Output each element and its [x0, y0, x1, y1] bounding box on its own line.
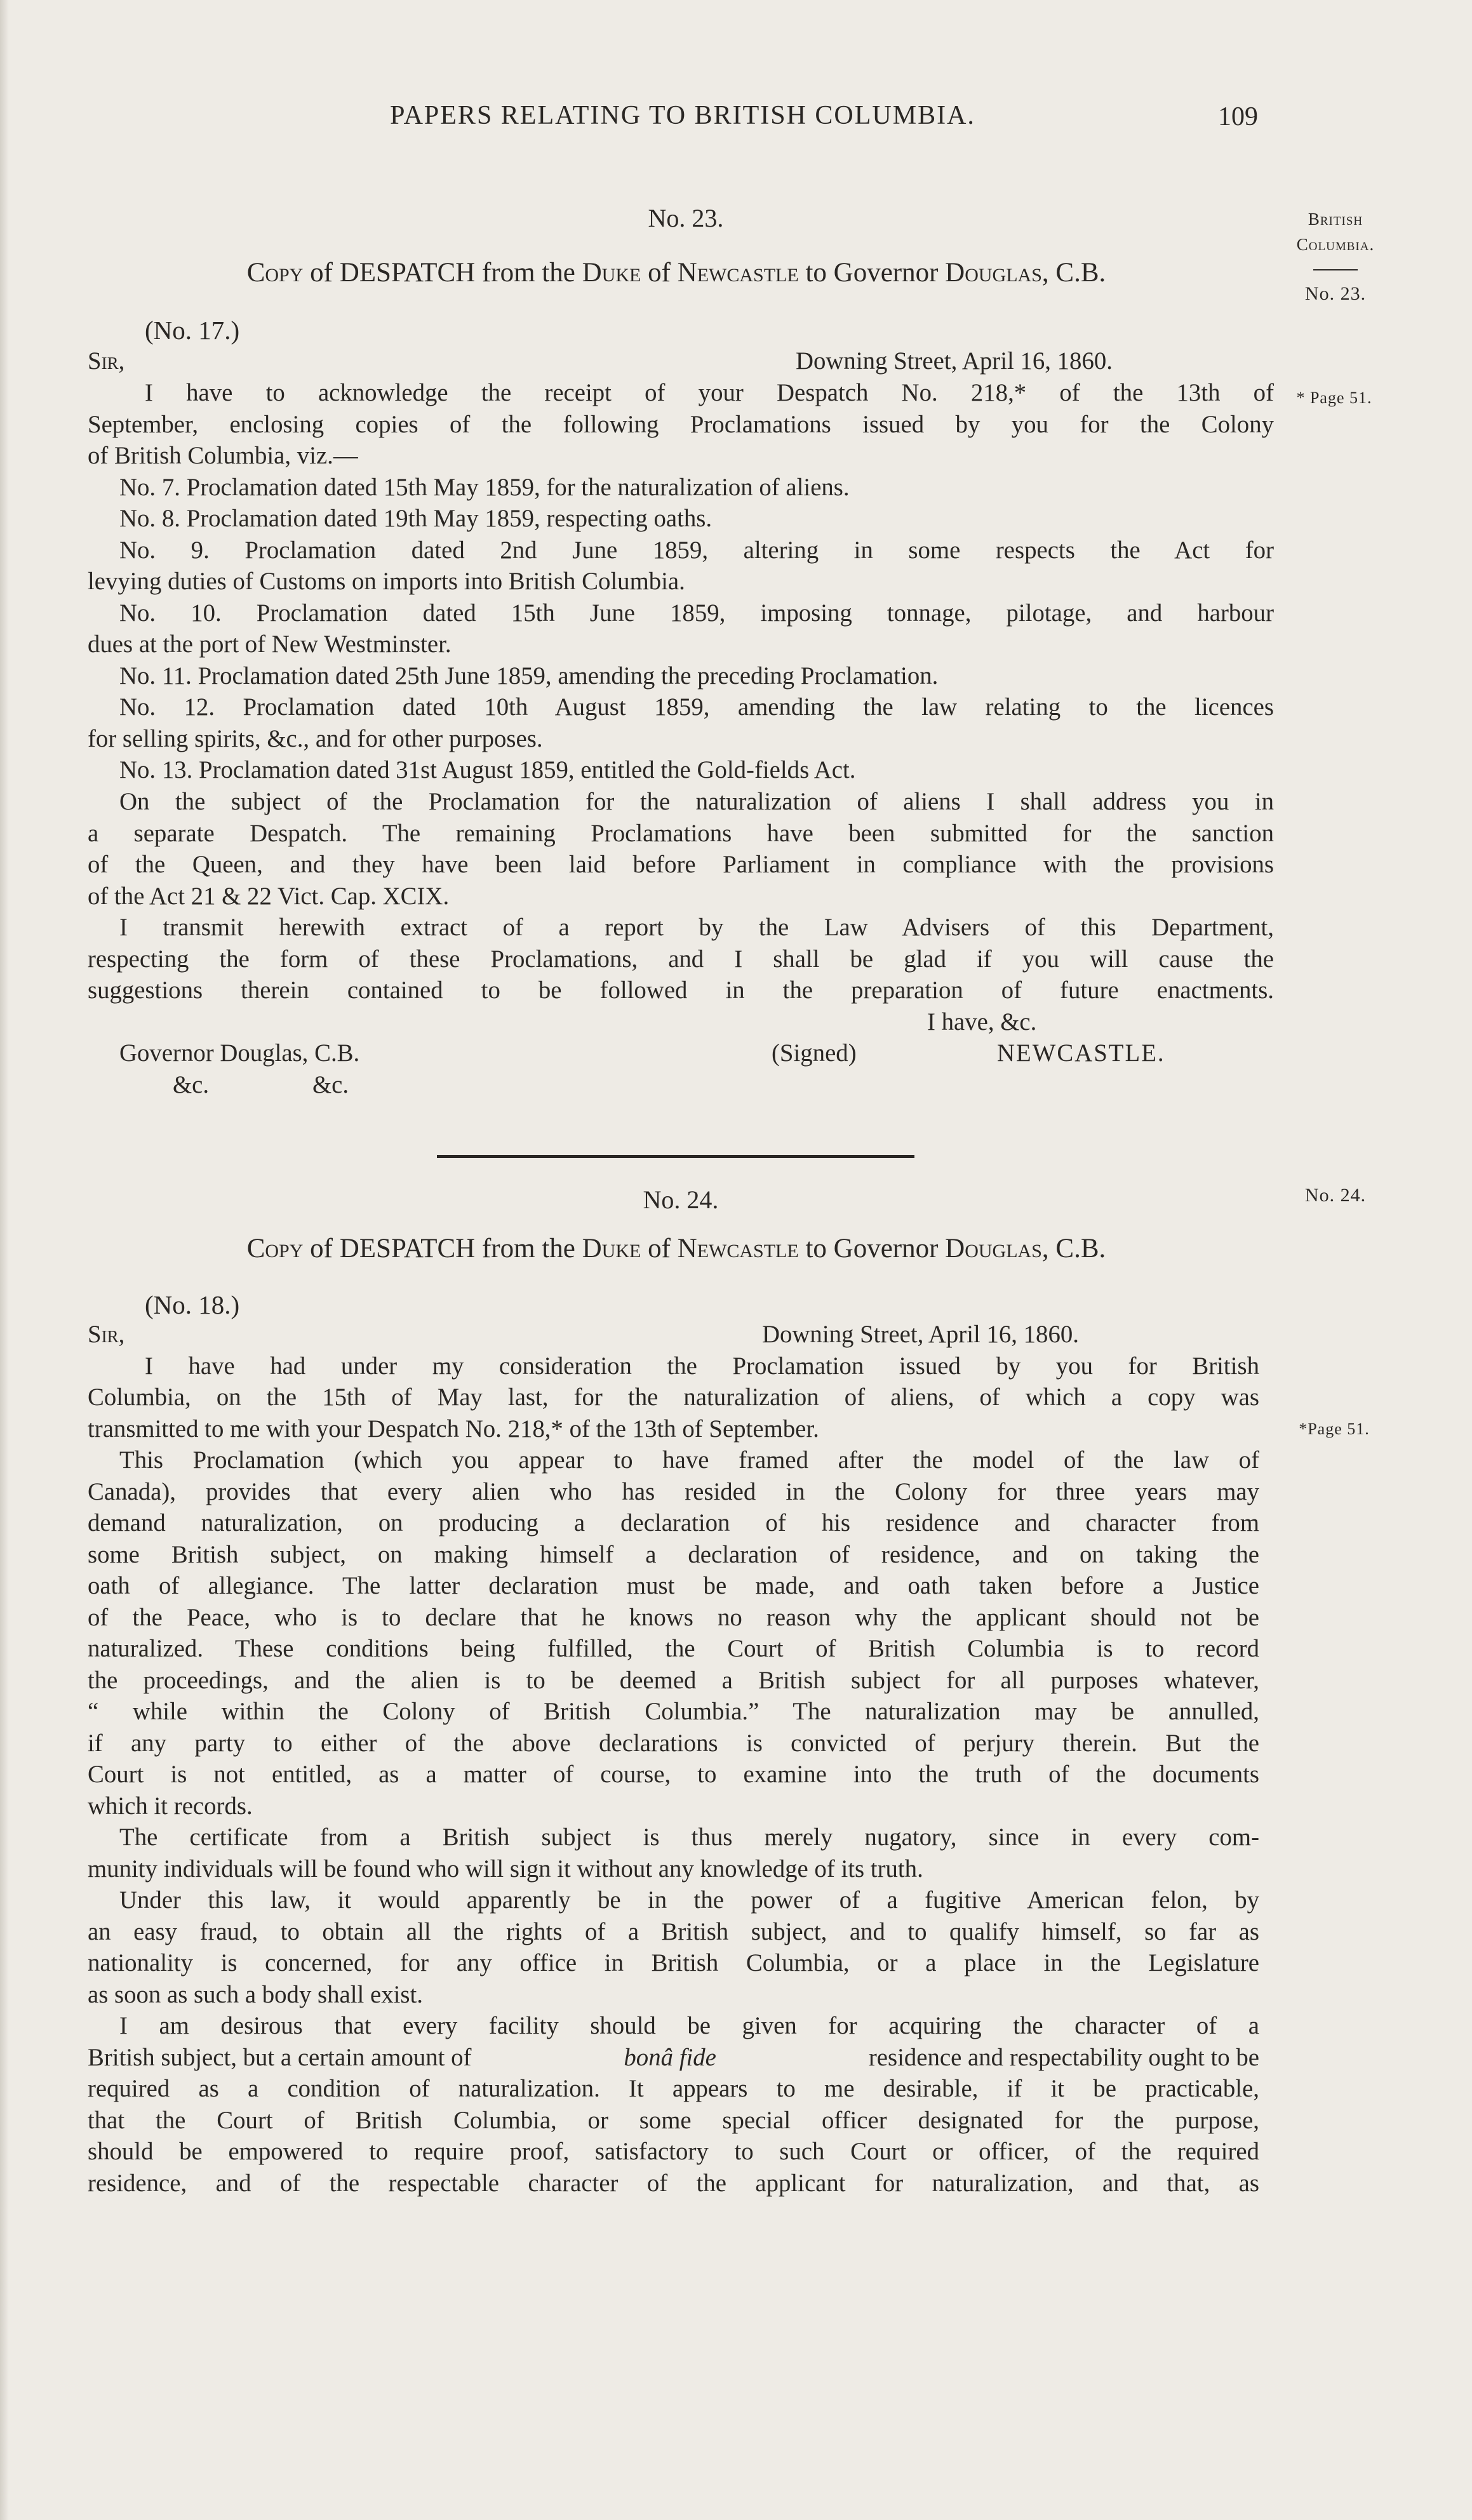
paragraph-line: No. 7. Proclamation dated 15th May 1859, for the naturalization of aliens. [119, 474, 850, 501]
margin-note-columbia: Columbia. [1296, 235, 1375, 254]
paragraph-line: I have to acknowledge the receipt of your Despatch No. 218,* of the 13th of [145, 379, 1274, 406]
section-divider [437, 1155, 914, 1158]
paragraph-line: levying duties of Customs on imports into British Columbia. [88, 568, 685, 595]
title-from: from the [475, 258, 582, 288]
despatch-23-signed: (Signed) [772, 1039, 857, 1067]
despatch-23-ref: (No. 17.) [145, 316, 240, 345]
paragraph-line: Columbia, on the 15th of May last, for the naturalization of aliens, of which a copy was [88, 1383, 1259, 1411]
paragraph-line: The certificate from a British subject is thus merely nugatory, since in every com- [119, 1823, 1259, 1851]
title-newcastle: Newcastle [677, 258, 799, 288]
despatch-24-salutation: Sir, [88, 1321, 125, 1348]
paragraph-line: oath of allegiance. The latter declaration must be made, and oath taken before a Justice [88, 1572, 1259, 1599]
paragraph-line: Under this law, it would apparently be in the power of a fugitive American felon, by [119, 1886, 1259, 1914]
running-head: PAPERS RELATING TO BRITISH COLUMBIA. [390, 101, 975, 130]
margin-note-no24: No. 24. [1304, 1185, 1367, 1206]
title-cb: , C.B. [1041, 258, 1106, 288]
paragraph-line: of British Columbia, viz.— [88, 442, 358, 469]
paragraph-line: No. 13. Proclamation dated 31st August 1859, entitled the Gold-fields Act. [119, 756, 856, 783]
paragraph-line: No. 10. Proclamation dated 15th June 1859, imposing tonnage, pilotage, and harbour [119, 599, 1274, 627]
title-of2: of [641, 258, 678, 288]
paragraph-line: On the subject of the Proclamation for the naturalization of aliens I shall address you in [119, 788, 1274, 815]
paragraph-line: suggestions therein contained to be followed in the preparation of future enactments. [88, 977, 1274, 1004]
page-edge [0, 0, 9, 2520]
title-to: to Governor [798, 258, 946, 288]
title-of2: of [641, 1234, 678, 1263]
title-copy: Copy [246, 258, 304, 288]
despatch-23-number: No. 23. [648, 204, 724, 232]
paragraph-line: September, enclosing copies of the following Proclamations issued by you for the Colony [88, 411, 1274, 438]
margin-rule [1313, 269, 1358, 270]
paragraph-line: No. 11. Proclamation dated 25th June 1859, amending the preceding Proclamation. [119, 662, 939, 690]
text-part: residence and respectability ought to be [868, 2044, 1259, 2071]
despatch-24-place-date: Downing Street, April 16, 1860. [762, 1321, 1079, 1348]
paragraph-line: for selling spirits, &c., and for other purposes. [88, 725, 543, 752]
margin-note-no23: No. 23. [1304, 283, 1367, 304]
paragraph-line: the proceedings, and the alien is to be deemed a British subject for all purposes whatever, [88, 1667, 1259, 1694]
page-number: 109 [1218, 102, 1258, 131]
margin-note-british: British [1308, 210, 1363, 229]
paragraph-line: No. 9. Proclamation dated 2nd June 1859, altering in some respects the Act for [119, 537, 1274, 564]
paragraph-line: if any party to either of the above declarations is convicted of perjury therein. But the [88, 1730, 1259, 1757]
paragraph-line: respecting the form of these Proclamations, and I shall be glad if you will cause the [88, 945, 1274, 973]
despatch-24-title [89, 1233, 1264, 1264]
title-to: to Governor [798, 1234, 946, 1263]
paragraph-line: This Proclamation (which you appear to have framed after the model of the law of [119, 1446, 1259, 1474]
despatch-23-signature: NEWCASTLE. [997, 1039, 1165, 1067]
paragraph-line: I am desirous that every facility should be given for acquiring the character of a [119, 2012, 1259, 2039]
paragraph-line: as soon as such a body shall exist. [88, 1981, 424, 2008]
paragraph-line: Court is not entitled, as a matter of course, to examine into the truth of the documents [88, 1761, 1259, 1788]
despatch-23-place-date: Downing Street, April 16, 1860. [796, 347, 1113, 375]
paragraph-line: nationality is concerned, for any office in British Columbia, or a place in the Legislature [88, 1949, 1259, 1977]
paragraph-line: No. 12. Proclamation dated 10th August 1859, amending the law relating to the licences [119, 693, 1274, 721]
paragraph-line: transmitted to me with your Despatch No. 218,* of the 13th of September. [88, 1415, 819, 1443]
despatch-23-etc1: &c. [173, 1071, 210, 1098]
title-despatch: DESPATCH [339, 258, 476, 288]
despatch-23-addressee: Governor Douglas, C.B. [119, 1039, 360, 1067]
title-cb: , C.B. [1041, 1234, 1106, 1263]
title-douglas: Douglas [945, 1234, 1042, 1263]
paragraph-line-italic [88, 2042, 1259, 2074]
paragraph-line: a separate Despatch. The remaining Proclamations have been submitted for the sanction [88, 820, 1274, 847]
italic-phrase: bonâ fide [624, 2044, 716, 2071]
paragraph-line: I have had under my consideration the Proclamation issued by you for British [145, 1352, 1259, 1380]
despatch-23-closing: I have, &c. [927, 1008, 1037, 1036]
paragraph-line: an easy fraud, to obtain all the rights of a British subject, and to qualify himself, so far as [88, 1918, 1259, 1945]
paragraph-line: munity individuals will be found who will sign it without any knowledge of its truth. [88, 1855, 923, 1883]
despatch-23-salutation: Sir, [88, 347, 125, 375]
margin-note-page51-b: *Page 51. [1299, 1420, 1370, 1438]
paragraph-line: No. 8. Proclamation dated 19th May 1859, respecting oaths. [119, 505, 713, 532]
paragraph-line: dues at the port of New Westminster. [88, 630, 452, 658]
despatch-24-ref: (No. 18.) [145, 1290, 240, 1319]
title-copy: Copy [246, 1234, 304, 1263]
despatch-23-title [89, 257, 1264, 288]
paragraph-line: demand naturalization, on producing a declaration of his residence and character from [88, 1509, 1259, 1537]
paragraph-line: of the Peace, who is to declare that he knows no reason why the applicant should not be [88, 1604, 1259, 1631]
paragraph-line: should be empowered to require proof, satisfactory to such Court or officer, of the required [88, 2138, 1259, 2165]
title-of: of [303, 1234, 340, 1263]
title-despatch: DESPATCH [339, 1234, 476, 1263]
paragraph-line: that the Court of British Columbia, or some special officer designated for the purpose, [88, 2107, 1259, 2134]
paragraph-line: required as a condition of naturalization. It appears to me desirable, if it be practicable, [88, 2075, 1259, 2102]
paragraph-line: I transmit herewith extract of a report by the Law Advisers of this Department, [119, 914, 1274, 941]
despatch-23-etc2: &c. [312, 1071, 349, 1098]
title-from: from the [475, 1234, 582, 1263]
paragraph-line: which it records. [88, 1792, 253, 1820]
paragraph-line: naturalized. These conditions being fulfilled, the Court of British Columbia is to record [88, 1635, 1259, 1662]
title-of: of [303, 258, 340, 288]
title-duke: Duke [582, 1234, 641, 1263]
paragraph-line: some British subject, on making himself a declaration of residence, and on taking the [88, 1541, 1259, 1568]
margin-note-page51-a: * Page 51. [1296, 389, 1372, 407]
text-part: British subject, but a certain amount of [88, 2044, 472, 2071]
paragraph-line: “ while within the Colony of British Columbia.” The naturalization may be annulled, [88, 1698, 1259, 1725]
title-duke: Duke [582, 258, 641, 288]
despatch-24-number: No. 24. [643, 1185, 719, 1214]
paragraph-line: of the Queen, and they have been laid before Parliament in compliance with the provisions [88, 851, 1274, 878]
paragraph-line: of the Act 21 & 22 Vict. Cap. XCIX. [88, 883, 450, 910]
paragraph-line: residence, and of the respectable character of the applicant for naturalization, and that, as [88, 2170, 1259, 2197]
title-newcastle: Newcastle [677, 1234, 799, 1263]
paragraph-line: Canada), provides that every alien who has resided in the Colony for three years may [88, 1478, 1259, 1505]
title-douglas: Douglas [945, 258, 1042, 288]
